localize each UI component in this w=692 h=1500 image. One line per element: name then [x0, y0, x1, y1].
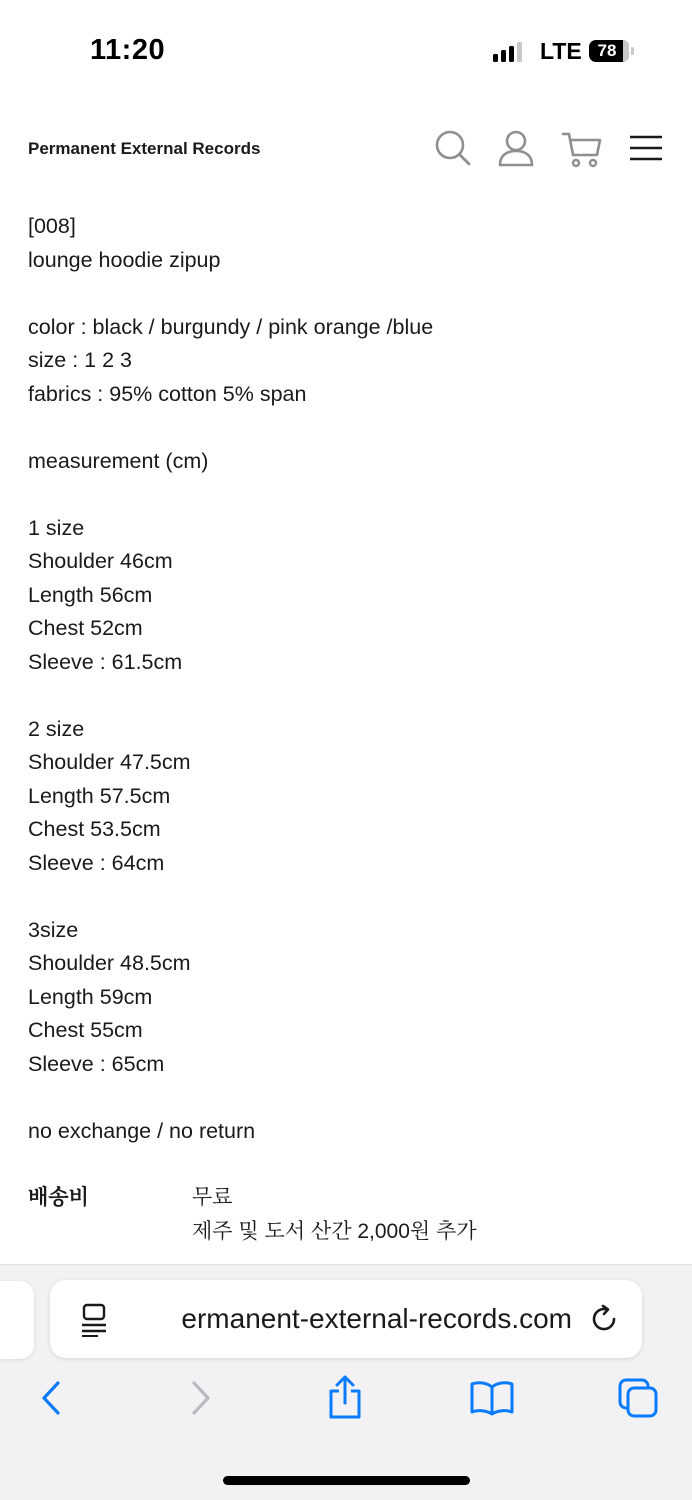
shipping-label: 배송비 [28, 1186, 89, 1209]
measurement-heading: measurement (cm) [28, 448, 209, 473]
shipping-value: 무료 [192, 1186, 233, 1209]
spacer [28, 277, 668, 311]
spacer [28, 411, 668, 445]
size-2-shoulder: Shoulder 47.5cm [28, 750, 191, 774]
bookmarks-icon [469, 1380, 515, 1416]
size-3-shoulder: Shoulder 48.5cm [28, 951, 191, 975]
fabrics-line: fabrics : 95% cotton 5% span [28, 381, 307, 406]
spacer [28, 679, 668, 713]
page-menu-icon[interactable] [80, 1303, 108, 1337]
home-indicator[interactable] [223, 1476, 470, 1485]
size-1-chest: Chest 52cm [28, 616, 143, 640]
shipping-note: 제주 및 도서 산간 2,000원 추가 [192, 1220, 477, 1243]
tabs-button[interactable] [613, 1373, 663, 1423]
return-policy: no exchange / no return [28, 1118, 256, 1143]
battery-icon [589, 40, 629, 62]
address-bar[interactable] [50, 1280, 642, 1358]
spacer [28, 1081, 668, 1115]
size-3-sleeve: Sleeve : 65cm [28, 1051, 165, 1076]
size-3-chest: Chest 55cm [28, 1018, 143, 1042]
size-2-length: Length 57.5cm [28, 783, 171, 808]
back-button[interactable] [26, 1373, 76, 1423]
bookmarks-button[interactable] [467, 1373, 517, 1423]
share-icon [327, 1375, 363, 1421]
battery-level: 78 [597, 41, 617, 60]
previous-tab-preview[interactable] [0, 1281, 34, 1359]
size-1-length: Length 56cm [28, 582, 153, 607]
signal-icon [493, 42, 523, 62]
product-code: [008] [28, 214, 76, 238]
product-name: lounge hoodie zipup [28, 247, 221, 272]
size-3-length: Length 59cm [28, 984, 153, 1009]
color-line: color : black / burgundy / pink orange /blue [28, 314, 434, 339]
user-icon[interactable] [496, 128, 536, 168]
spacer [28, 880, 668, 914]
forward-icon [189, 1380, 213, 1416]
product-description [28, 210, 668, 1148]
status-bar [0, 0, 692, 100]
size-2-heading: 2 size [28, 716, 85, 741]
menu-icon[interactable] [628, 128, 668, 168]
url-text[interactable]: ermanent-external-records.com [181, 1303, 572, 1334]
site-header [0, 120, 692, 180]
browser-toolbar [0, 1264, 692, 1500]
size-2-chest: Chest 53.5cm [28, 817, 161, 841]
size-1-sleeve: Sleeve : 61.5cm [28, 649, 183, 674]
network-label: LTE [540, 38, 582, 64]
size-2-sleeve: Sleeve : 64cm [28, 850, 165, 875]
size-1-shoulder: Shoulder 46cm [28, 549, 173, 573]
search-icon[interactable] [433, 128, 473, 168]
forward-button[interactable] [176, 1373, 226, 1423]
status-time: 11:20 [90, 34, 166, 66]
share-button[interactable] [320, 1373, 370, 1423]
battery-cap [631, 47, 634, 55]
site-logo[interactable]: Permanent External Records [28, 139, 261, 158]
tabs-icon [616, 1376, 660, 1420]
back-icon [39, 1380, 63, 1416]
size-1-heading: 1 size [28, 515, 85, 540]
cart-icon[interactable] [561, 128, 601, 168]
size-3-heading: 3size [28, 917, 79, 942]
spacer [28, 478, 668, 512]
reload-icon[interactable] [590, 1304, 620, 1334]
size-line: size : 1 2 3 [28, 348, 132, 372]
